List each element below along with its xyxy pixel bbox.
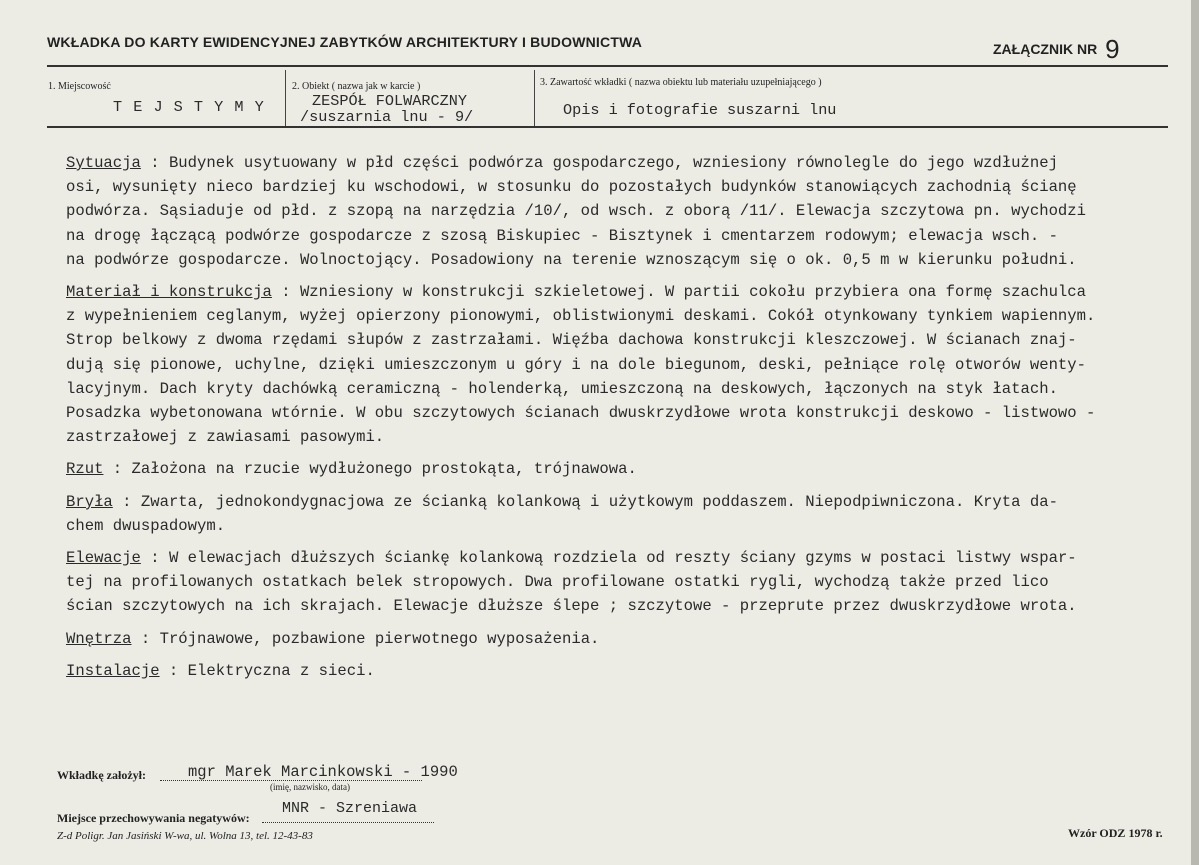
section-bryla: Bryła : Zwarta, jednokondygnacjowa ze ścianką kolankową i użytkowym poddaszem. Niepodpiwniczona. Kryta da- chem dwuspadowym. xyxy=(66,490,1156,538)
document-title: WKŁADKA DO KARTY EWIDENCYJNEJ ZABYTKÓW ARCHITEKTURY I BUDOWNICTWA xyxy=(47,34,643,50)
annex-label-group xyxy=(993,30,1120,64)
section-line: Założona na rzucie wydłużonego prostokąta, trójnawowa. xyxy=(131,460,637,479)
section-line: na podwórze gospodarcze. Wolnoctojący. Posadowiony na terenie wznoszącym się o ok. 0,5 m w kierunku południ. xyxy=(66,250,1077,269)
section-line: W elewacjach dłuższych ściankę kolankową rozdziela od reszty ściany gzyms w postaci listwy wspar- xyxy=(168,549,1077,568)
section-label: Bryła xyxy=(66,492,113,511)
object-value xyxy=(300,92,474,126)
section-line: Trójnawowe, pozbawione pierwotnego wyposażenia. xyxy=(159,629,600,648)
section-label: Materiał i konstrukcja xyxy=(66,283,272,302)
form-id: Wzór ODZ 1978 r. xyxy=(1068,826,1163,840)
section-material: Materiał i konstrukcja : Wzniesiony w konstrukcji szkieletowej. W partii cokołu przybiera ona formę szachulca z wypełnieniem ceglanym, wyżej opierzony pionowymi, oblistwionymi deskami. Cokół otynkowany tynkiem wapiennym. Strop belkowy z dwoma rzędami słupów z zastrzałami. Więźba dachowa konstrukcji kleszczowej. W ścianach znaj- dują się pionowe, uchylne, dzięki umieszczonym u góry i na dole biegunom, deski, pełniące rolę otworów wenty- lacyjnym. Dach kryty dachówką ceramiczną - holenderką, umieszczoną na deskowych, łączonych na styk łatach. Posadzka wybetonowana wtórnie. W obu szczytowych ścianach dwuskrzydłowe wrota konstrukcji deskowo - listwowo - zastrzałowej z zawiasami pasowymi. xyxy=(66,280,1156,449)
annex-number: 9 xyxy=(1105,34,1120,64)
field-divider-2 xyxy=(534,70,535,126)
field-divider-1 xyxy=(285,70,286,126)
section-label: Instalacje xyxy=(66,661,160,680)
place-label: 1. Miejscowość xyxy=(48,81,111,92)
section-wnetrza: Wnętrza : Trójnawowe, pozbawione pierwotnego wyposażenia. xyxy=(66,629,600,648)
section-line: Budynek usytuowany w płd części podwórza gospodarczego, wzniesiony równolegle do jego wzdłużnej xyxy=(168,154,1058,172)
negatives-value: MNR - Szreniawa xyxy=(282,800,418,817)
section-line: na drogę łączącą podwórze gospodarcze z szosą Biskupiec - Bisztynek i cmentarzem rodowym; elewacja wsch. - xyxy=(66,226,1058,245)
place-value: T E J S T Y M Y xyxy=(113,98,265,116)
section-label: Sytuacja xyxy=(66,154,141,172)
object-label: 2. Obiekt ( nazwa jak w karcie ) xyxy=(292,81,421,92)
annex-label: ZAŁĄCZNIK NR xyxy=(993,41,1098,57)
section-line: zastrzałowej z zawiasami pasowymi. xyxy=(66,428,385,447)
section-line: osi, wysunięty nieco bardziej ku wschodowi, w stosunku do pozostałych budynków stanowiących zachodnią ścianę xyxy=(66,178,1077,197)
negatives-label: Miejsce przechowywania negatywów: xyxy=(57,811,250,825)
section-label: Wnętrza xyxy=(66,629,132,648)
negatives-dotted-line xyxy=(262,822,434,823)
section-rzut: Rzut : Założona na rzucie wydłużonego prostokąta, trójnawowa. xyxy=(66,460,637,479)
description-body xyxy=(66,151,1156,691)
section-instalacje: Instalacje : Elektryczna z sieci. xyxy=(66,661,375,680)
established-label: Wkładkę założył: xyxy=(57,768,146,782)
section-line: Zwarta, jednokondygnacjowa ze ścianką kolankową i użytkowym poddaszem. Niepodpiwniczona. Kryta da- xyxy=(140,492,1058,511)
content-value: Opis i fotografie suszarni lnu xyxy=(563,101,837,119)
section-line: Posadzka wybetonowana wtórnie. W obu szczytowych ścianach dwuskrzydłowe wrota konstrukcji deskowo - listwowo - xyxy=(66,404,1096,423)
fields-bottom-rule xyxy=(47,126,1168,128)
section-label: Elewacje xyxy=(66,549,141,568)
object-value-line1: ZESPÓŁ FOLWARCZNY xyxy=(312,92,467,110)
section-line: Wzniesiony w konstrukcji szkieletowej. W partii cokołu przybiera ona formę szachulca xyxy=(299,283,1087,302)
content-label: 3. Zawartość wkładki ( nazwa obiektu lub materiału uzupełniającego ) xyxy=(540,77,822,88)
section-line: chem dwuspadowym. xyxy=(66,516,226,535)
section-label: Rzut xyxy=(66,460,104,479)
section-line: lacyjnym. Dach kryty dachówką ceramiczną - holenderką, umieszczoną na deskowych, łączonych na styk łatach. xyxy=(66,379,1058,398)
section-line: ścian szczytowych na ich skrajach. Elewacje dłuższe ślepe ; szczytowe - przeprute przez dwuskrzydłowe wrota. xyxy=(66,597,1077,616)
section-line: tej na profilowanych ostatkach belek stropowych. Dwa profilowane ostatki rygli, wychodzą także przed lico xyxy=(66,573,1049,592)
section-elewacje: Elewacje : W elewacjach dłuższych ściankę kolankową rozdziela od reszty ściany gzyms w postaci listwy wspar- tej na profilowanych ostatkach belek stropowych. Dwa profilowane ostatki rygli, wychodzą także przed lico ścian szczytowych na ich skrajach. Elewacje dłuższe ślepe ; szczytowe - przeprute przez dwuskrzydłowe wrota. xyxy=(66,546,1156,619)
established-hint: (imię, nazwisko, data) xyxy=(270,782,350,792)
object-value-line2: /suszarnia lnu - 9/ xyxy=(300,108,474,126)
top-rule xyxy=(47,65,1168,67)
section-line: Strop belkowy z dwoma rzędami słupów z zastrzałami. Więźba dachowa konstrukcji kleszczowej. W ścianach znaj- xyxy=(66,331,1077,350)
established-value: mgr Marek Marcinkowski - 1990 xyxy=(188,763,458,781)
page-edge xyxy=(1191,0,1199,865)
section-line: z wypełnieniem ceglanym, wyżej opierzony pionowymi, oblistwionymi deskami. Cokół otynkowany tynkiem wapiennym. xyxy=(66,307,1096,326)
section-line: Elektryczna z sieci. xyxy=(187,661,375,680)
section-sytuacja: Sytuacja : Budynek usytuowany w płd części podwórza gospodarczego, wzniesiony równolegle do jego wzdłużnej osi, wysunięty nieco bardziej ku wschodowi, w stosunku do pozostałych budynków stanowiących zachodnią ścianę podwórza. Sąsiaduje od płd. z szopą na narzędzia /10/, od wsch. z oborą /11/. Elewacja szczytowa pn. wychodzi na drogę łączącą podwórze gospodarcze z szosą Biskupiec - Bisztynek i cmentarzem rodowym; elewacja wsch. - na podwórze gospodarcze. Wolnoctojący. Posadowiony na terenie wznoszącym się o ok. 0,5 m w kierunku południ. xyxy=(66,151,1156,272)
section-line: dują się pionowe, uchylne, dzięki umieszczonym u góry i na dole biegunom, deski, pełniące rolę otworów wenty- xyxy=(66,355,1086,374)
printer-info: Z-d Poligr. Jan Jasiński W-wa, ul. Wolna 13, tel. 12-43-83 xyxy=(57,830,313,842)
section-line: podwórza. Sąsiaduje od płd. z szopą na narzędzia /10/, od wsch. z oborą /11/. Elewacja szczytowa pn. wychodzi xyxy=(66,202,1086,221)
